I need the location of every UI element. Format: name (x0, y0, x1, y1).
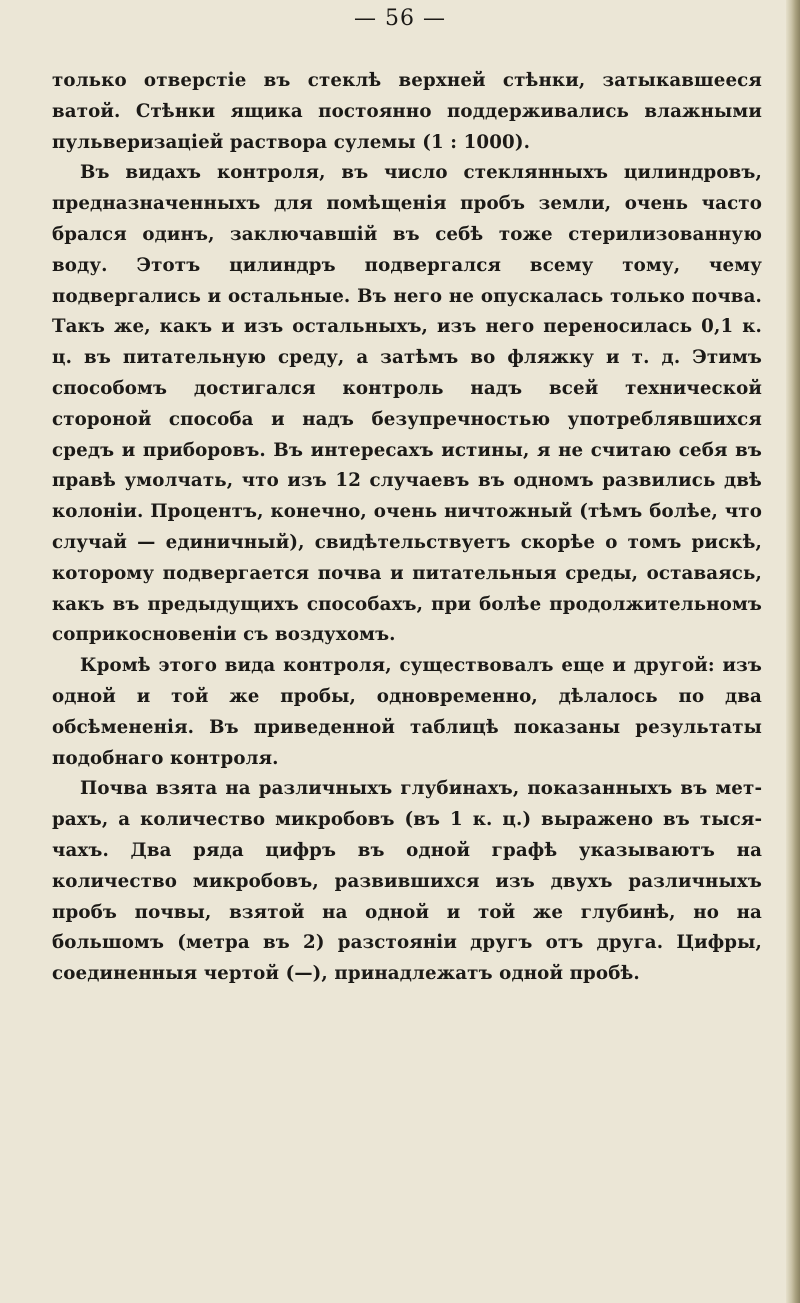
page-number-header: — 56 — (354, 6, 446, 31)
page-edge-shadow (786, 0, 800, 1303)
body-text (52, 66, 762, 990)
paragraph-1: только отверстіе въ стеклѣ верхней стѣнки, затыкавшееся ватой. Стѣнки ящика постоянно поддерживались влажными пульверизаціей раствора сулемы (1 : 1000). (52, 70, 762, 153)
paragraph-2: Въ видахъ контроля, въ число стеклянныхъ цилиндровъ, предназначенныхъ для помѣщенія пробъ земли, очень часто брался одинъ, заключавшій въ себѣ тоже стерилизованную воду. Этотъ цилиндръ подвергался всему тому, чему подвергались и остальные. Въ него не опускалась только почва. Такъ же, какъ и изъ остальныхъ, изъ него переносилась 0,1 к. ц. въ питательную среду, а затѣмъ во фляжку и т. д. Этимъ способомъ достигался контроль надъ всей технической стороной способа и надъ безупречностью употреблявшихся средъ и приборовъ. Въ интересахъ истины, я не считаю себя въ правѣ умолчать, что изъ 12 случаевъ въ одномъ развились двѣ колоніи. Процентъ, конечно, очень ничтожный (тѣмъ болѣе, что случай — единичный), свидѣтельствуетъ скорѣе о томъ рискѣ, которому подвергается почва и питательныя среды, оставаясь, какъ въ предыдущихъ способахъ, при болѣе продолжительномъ соприкосновеніи съ воздухомъ. (52, 162, 762, 646)
paragraph-4: Почва взята на различныхъ глубинахъ, показанныхъ въ метрахъ, а количество микробовъ (въ 1 к. ц.) выражено въ тысячахъ. Два ряда цифръ въ одной графѣ указываютъ на количество микробовъ, развившихся изъ двухъ различныхъ пробъ почвы, взятой на одной и той же глубинѣ, но на большомъ (метра въ 2) разстояніи другъ отъ друга. Цифры, соединенныя чертой (—), принадлежатъ одной пробѣ. (52, 778, 762, 985)
paragraph-3: Кромѣ этого вида контроля, существовалъ еще и другой: изъ одной и той же пробы, одновременно, дѣлалось по два обсѣмененія. Въ приведенной таблицѣ показаны результаты подобнаго контроля. (52, 655, 762, 769)
